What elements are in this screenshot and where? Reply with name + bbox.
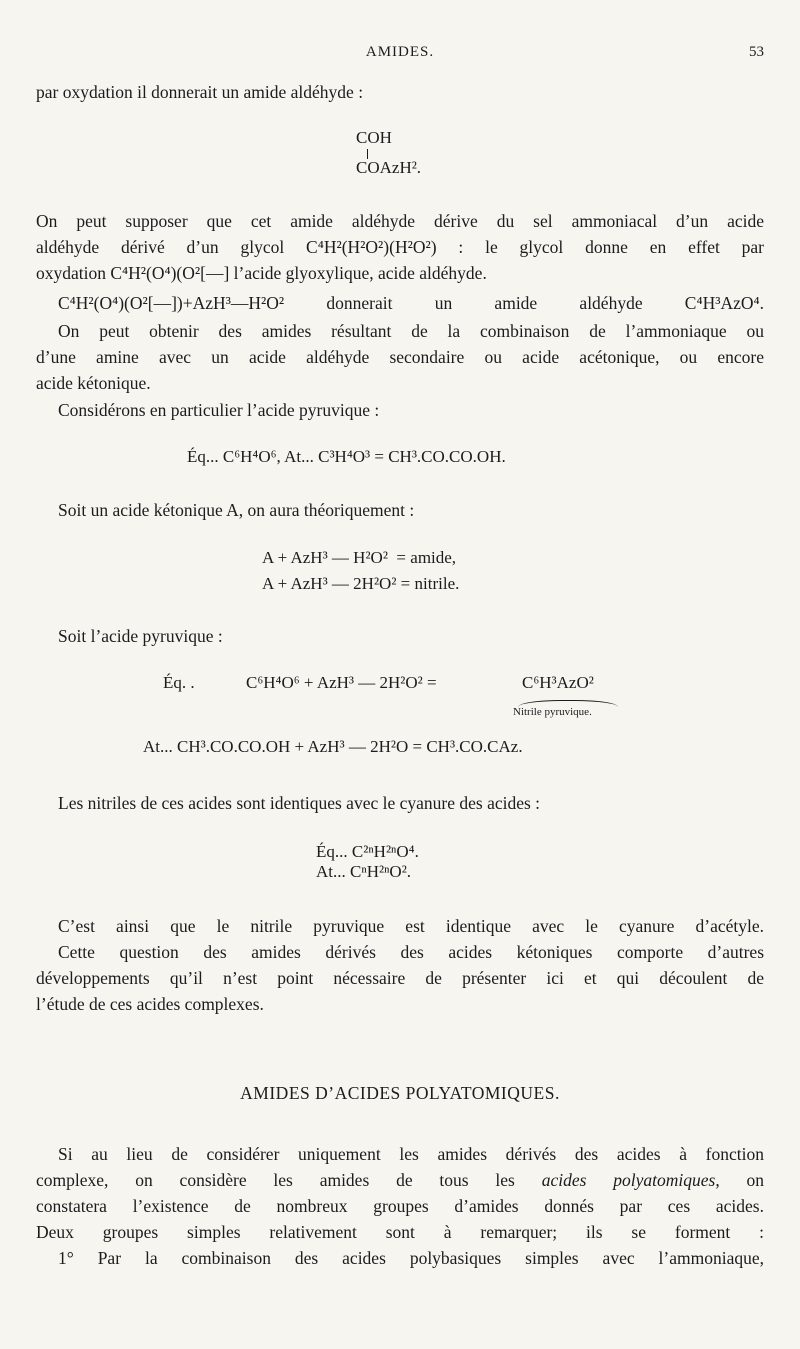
equation-3-label: Nitrile pyruvique. (513, 706, 592, 718)
text-line: d’une amine avec un acide aldéhyde secondaire ou acide acétonique, ou encore (36, 347, 764, 367)
paragraph-2 (58, 290, 764, 316)
equation-5b: At... CⁿH²ⁿO². (316, 862, 412, 881)
text-line: acide kétonique. (36, 373, 151, 393)
text-line: C⁴H²(O⁴)(O²[—])+AzH³—H²O² donnerait un amide aldéhyde C⁴H³AzO⁴. (58, 293, 764, 313)
equation-5a: Éq... C²ⁿH²ⁿO⁴. (316, 842, 419, 861)
text-line: Si au lieu de considérer uniquement les amides dérivés des acides à fonction (58, 1144, 764, 1164)
text-line: Cette question des amides dérivés des acides kétoniques comporte d’autres (58, 942, 764, 962)
running-head: AMIDES. (365, 44, 435, 60)
text-line: Soit l’acide pyruvique : (58, 626, 223, 646)
section-heading: AMIDES D’ACIDES POLYATOMIQUES. (240, 1083, 560, 1103)
equation-2a: A + AzH³ — H²O² = amide, (262, 548, 457, 567)
text-line: Considérons en particulier l’acide pyruvique : (58, 400, 380, 420)
paragraph-7 (58, 790, 764, 816)
text-line: Soit un acide kétonique A, on aura théoriquement : (58, 500, 415, 520)
equation-3-prefix: Éq. . (163, 673, 195, 692)
text-line: oxydation C⁴H²(O⁴)(O²[—] l’acide glyoxylique, acide aldéhyde. (36, 263, 487, 283)
text-line: constatera l’existence de nombreux groupes d’amides donnés par ces acides. (36, 1196, 764, 1216)
equation-1: Éq... C⁶H⁴O⁶, At... C³H⁴O³ = CH³.CO.CO.OH. (187, 447, 506, 466)
equation-3: C⁶H⁴O⁶ + AzH³ — 2H²O² = (246, 673, 437, 692)
text-line: 1° Par la combinaison des acides polybasiques simples avec l’ammoniaque, (58, 1248, 764, 1268)
intro-line: par oxydation il donnerait un amide aldéhyde : (36, 82, 364, 102)
text-line: développements qu’il n’est point nécessaire de présenter ici et qui découlent de (36, 968, 764, 988)
formula-coazh2: COAzH². (356, 158, 422, 177)
paragraph-9 (36, 1141, 764, 1271)
text-line: complexe, on considère les amides de tous les acides polyatomiques, on (36, 1170, 765, 1190)
text-line: On peut obtenir des amides résultant de la combinaison de l’ammoniaque ou (58, 321, 764, 341)
equation-4: At... CH³.CO.CO.OH + AzH³ — 2H²O = CH³.CO.CAz. (143, 737, 523, 756)
text-line: aldéhyde dérivé d’un glycol C⁴H²(H²O²)(H²O²) : le glycol donne en effet par (36, 237, 764, 257)
text-line: C’est ainsi que le nitrile pyruvique est identique avec le cyanure d’acétyle. (58, 916, 764, 936)
paragraph-1 (36, 208, 764, 286)
equation-2b: A + AzH³ — 2H²O² = nitrile. (262, 574, 460, 593)
formula-coh: COH (356, 128, 392, 147)
equation-3-result: C⁶H³AzO² (522, 673, 594, 692)
paragraph-5 (58, 497, 764, 523)
text-line: Les nitriles de ces acides sont identiques avec le cyanure des acides : (58, 793, 541, 813)
paragraph-4 (58, 397, 764, 423)
text-line: On peut supposer que cet amide aldéhyde dérive du sel ammoniacal d’un acide (36, 211, 764, 231)
paragraph-8 (36, 913, 764, 1017)
text-line: l’étude de ces acides complexes. (36, 994, 264, 1014)
paragraph-3 (36, 318, 764, 396)
emphasis: acides polyatomiques (541, 1170, 716, 1190)
page-number: 53 (749, 44, 764, 60)
text-line: Deux groupes simples relativement sont à remarquer; ils se forment : (36, 1222, 764, 1242)
paragraph-6 (58, 623, 764, 649)
